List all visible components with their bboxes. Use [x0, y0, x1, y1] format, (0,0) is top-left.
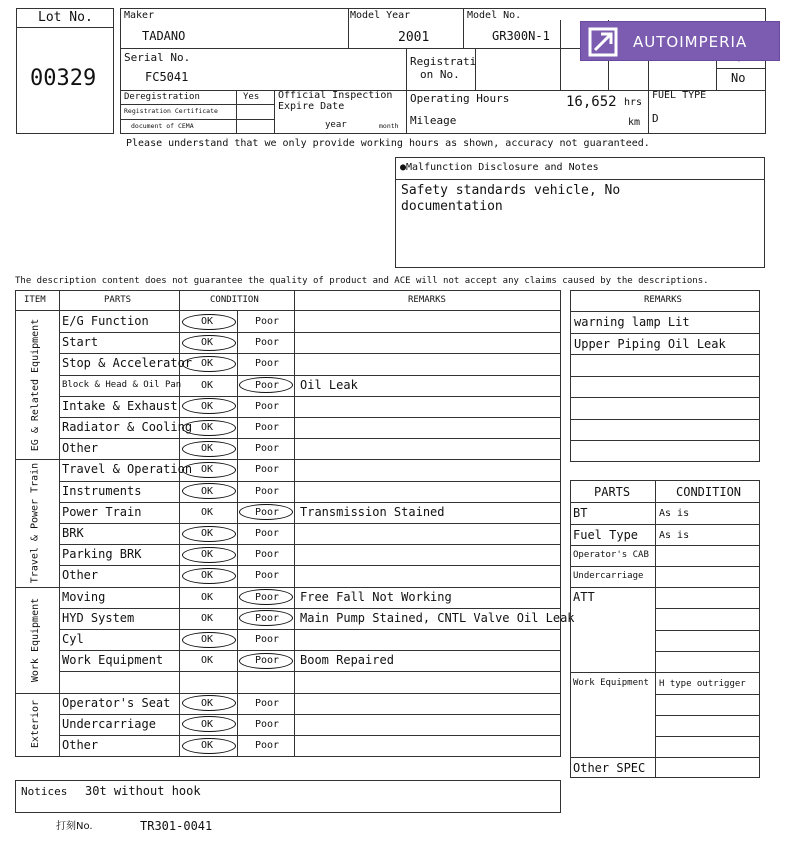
- hours-value: 16,652: [566, 94, 617, 110]
- col-item: ITEM: [24, 295, 46, 305]
- poor-option: Poor: [255, 528, 280, 539]
- registration-label-2: on No.: [420, 68, 460, 81]
- model-no-value: GR300N-1: [492, 29, 550, 43]
- disclaimer: The description content does not guarantee the quality of product and ACE will not accept any claims caused by the descriptions.: [15, 276, 709, 286]
- att-label: ATT: [573, 590, 595, 604]
- ok-circle-mark: [182, 483, 236, 499]
- poor-option: Poor: [255, 379, 280, 391]
- ok-option: OK: [201, 697, 214, 709]
- poor-circle-mark: [239, 589, 293, 605]
- ok-circle-mark: [182, 335, 236, 351]
- right-col-parts: PARTS: [594, 485, 631, 499]
- part-name: HYD System: [62, 610, 135, 625]
- poor-circle-mark: [239, 377, 293, 393]
- reg-cert-label: Registration Certificate: [124, 107, 218, 115]
- registration-label-1: Registrati: [410, 55, 477, 68]
- poor-option: Poor: [255, 549, 280, 561]
- malfunction-text-2: documentation: [401, 199, 503, 214]
- part-name: Other: [62, 441, 99, 456]
- ok-option: OK: [201, 655, 214, 667]
- group-divider: [15, 693, 561, 694]
- remark-text: Main Pump Stained, CNTL Valve Oil Leak: [300, 610, 575, 625]
- ac-value: No: [731, 71, 746, 85]
- hours-label: Operating Hours: [410, 92, 510, 105]
- notices-label: Notices: [21, 785, 68, 798]
- stamp-value: TR301-0041: [140, 819, 213, 833]
- dereg-label: Deregistration: [124, 92, 200, 102]
- row-divider: [59, 417, 561, 418]
- ok-circle-mark: [182, 356, 236, 372]
- ok-option: OK: [201, 528, 214, 539]
- row-divider: [570, 354, 760, 355]
- ok-option: OK: [201, 400, 214, 412]
- year-label: year: [325, 120, 347, 130]
- poor-option: Poor: [255, 443, 280, 455]
- fuel-type-value: D: [652, 112, 659, 125]
- ok-option: OK: [201, 422, 214, 433]
- row-divider: [59, 629, 561, 630]
- ok-circle-mark: [182, 568, 236, 584]
- poor-option: Poor: [255, 316, 280, 327]
- poor-option: Poor: [255, 506, 280, 518]
- poor-option: Poor: [255, 718, 280, 730]
- ok-option: OK: [201, 570, 214, 582]
- dereg-value: Yes: [243, 92, 260, 102]
- poor-option: Poor: [255, 464, 280, 476]
- maker-value: TADANO: [142, 29, 186, 43]
- poor-option: Poor: [255, 697, 280, 709]
- cab-label: Operator's CAB: [573, 550, 649, 560]
- poor-option: Poor: [255, 634, 280, 645]
- col-parts: PARTS: [104, 295, 132, 305]
- part-name: Operator's Seat: [62, 695, 171, 710]
- group-label: EG & Related Equipment: [30, 318, 42, 452]
- ok-option: OK: [201, 485, 214, 497]
- ok-option: OK: [201, 358, 214, 370]
- part-name: Undercarriage: [62, 716, 156, 731]
- fuel-label: Fuel Type: [573, 528, 639, 542]
- mileage-label: Mileage: [410, 114, 457, 127]
- hours-unit: hrs: [624, 97, 643, 108]
- right-remark-text: warning lamp Lit: [574, 315, 690, 329]
- inspection-label-1: Official Inspection: [278, 90, 393, 101]
- right-remarks-header: REMARKS: [644, 295, 682, 305]
- inspection-label-2: Expire Date: [278, 101, 345, 112]
- ok-circle-mark: [182, 632, 236, 648]
- row-divider: [59, 375, 561, 376]
- ok-option: OK: [201, 506, 214, 518]
- row-divider: [59, 671, 561, 672]
- ok-circle-mark: [182, 547, 236, 563]
- row-divider: [59, 438, 561, 439]
- part-name: BRK: [62, 526, 84, 540]
- poor-option: Poor: [255, 740, 280, 751]
- logo-text: AUTOIMPERIA: [633, 33, 748, 51]
- group-label: Travel & Power Train: [30, 462, 41, 584]
- row-divider: [570, 419, 760, 420]
- part-name: Start: [62, 335, 99, 350]
- right-remark-text: Upper Piping Oil Leak: [574, 336, 726, 351]
- part-name: Stop & Accelerator: [62, 356, 193, 371]
- row-divider: [59, 481, 561, 482]
- group-divider: [15, 587, 561, 588]
- malfunction-text-1: Safety standards vehicle, No: [401, 183, 621, 198]
- work-equipment-label: Work Equipment: [573, 678, 649, 688]
- ok-circle-mark: [182, 738, 236, 754]
- ok-option: OK: [201, 740, 214, 751]
- part-name: Intake & Exhaust: [62, 398, 178, 413]
- ok-option: OK: [201, 549, 214, 561]
- model-year-label: Model Year: [350, 10, 411, 21]
- logo-mark-icon: [587, 26, 619, 58]
- part-name: Block & Head & Oil Pan: [62, 379, 182, 390]
- ok-option: OK: [201, 316, 214, 327]
- part-name: Parking BRK: [62, 547, 142, 562]
- poor-option: Poor: [255, 400, 280, 412]
- ok-option: OK: [201, 337, 214, 349]
- remark-text: Boom Repaired: [300, 653, 394, 668]
- right-col-condition: CONDITION: [676, 485, 742, 499]
- stamp-label: 打刻No.: [56, 821, 93, 832]
- row-divider: [59, 608, 561, 609]
- autoimperia-logo: [580, 21, 780, 61]
- group-divider: [15, 459, 561, 460]
- serial-label: Serial No.: [124, 51, 191, 64]
- row-divider: [59, 650, 561, 651]
- remark-text: Free Fall Not Working: [300, 589, 452, 604]
- group-label: Exterior: [29, 700, 41, 749]
- part-name: Power Train: [62, 504, 142, 519]
- poor-circle-mark: [239, 653, 293, 669]
- ok-option: OK: [201, 612, 214, 624]
- fuel-type-label: FUEL TYPE: [652, 90, 707, 101]
- ok-option: OK: [201, 718, 214, 730]
- mileage-unit: km: [628, 117, 641, 128]
- poor-option: Poor: [255, 655, 280, 667]
- col-condition: CONDITION: [210, 295, 259, 305]
- part-name: Radiator & Cooling: [62, 420, 193, 434]
- lot-label: Lot No.: [38, 10, 93, 25]
- poor-option: Poor: [255, 591, 280, 603]
- row-divider: [59, 353, 561, 354]
- part-name: Work Equipment: [62, 653, 164, 668]
- row-divider: [570, 397, 760, 398]
- ok-circle-mark: [182, 441, 236, 457]
- ok-circle-mark: [182, 526, 236, 542]
- maker-label: Maker: [124, 10, 155, 21]
- part-name: Other: [62, 568, 99, 583]
- row-divider: [59, 523, 561, 524]
- remark-text: Transmission Stained: [300, 504, 445, 519]
- poor-option: Poor: [255, 358, 280, 370]
- fuel-value: As is: [659, 530, 690, 541]
- serial-value: FC5041: [145, 70, 189, 84]
- ok-circle-mark: [182, 462, 236, 478]
- undercarriage-label: Undercarriage: [573, 571, 644, 581]
- row-divider: [570, 376, 760, 377]
- row-divider: [59, 502, 561, 503]
- remark-text: Oil Leak: [300, 377, 358, 392]
- lot-number: 00329: [30, 66, 97, 91]
- model-year-value: 2001: [398, 30, 430, 45]
- part-name: Other: [62, 738, 99, 752]
- row-divider: [59, 735, 561, 736]
- group-divider: [15, 756, 561, 757]
- malfunction-title: ●Malfunction Disclosure and Notes: [400, 162, 599, 173]
- part-name: Moving: [62, 589, 106, 604]
- row-divider: [59, 544, 561, 545]
- ok-circle-mark: [182, 420, 236, 436]
- group-label: Work Equipment: [30, 597, 41, 682]
- poor-option: Poor: [255, 337, 280, 349]
- ok-circle-mark: [182, 695, 236, 711]
- poor-option: Poor: [255, 570, 280, 582]
- row-divider: [59, 332, 561, 333]
- bt-value: As is: [659, 508, 690, 519]
- other-spec-label: Other SPEC: [573, 761, 646, 775]
- poor-option: Poor: [255, 485, 280, 497]
- ok-option: OK: [201, 591, 214, 603]
- ok-option: OK: [201, 443, 214, 455]
- poor-option: Poor: [255, 422, 280, 433]
- month-label: month: [379, 122, 399, 130]
- row-divider: [59, 396, 561, 397]
- ok-circle-mark: [182, 314, 236, 330]
- ok-option: OK: [201, 634, 214, 645]
- poor-option: Poor: [255, 612, 280, 624]
- row-divider: [59, 714, 561, 715]
- row-divider: [59, 565, 561, 566]
- part-name: E/G Function: [62, 314, 149, 328]
- ok-option: OK: [201, 379, 214, 391]
- row-divider: [570, 333, 760, 334]
- part-name: Cyl: [62, 632, 84, 646]
- col-remarks: REMARKS: [408, 295, 446, 305]
- hours-note: Please understand that we only provide working hours as shown, accuracy not guaranteed.: [126, 138, 650, 149]
- part-name: Instruments: [62, 483, 142, 498]
- ok-option: OK: [201, 464, 214, 476]
- model-no-label: Model No.: [467, 10, 522, 21]
- cema-label: document of CEMA: [131, 122, 194, 130]
- row-divider: [570, 440, 760, 441]
- part-name: Travel & Operation: [62, 462, 193, 477]
- bt-label: BT: [573, 506, 588, 520]
- notices-value: 30t without hook: [85, 784, 201, 798]
- work-equipment-value: H type outrigger: [659, 679, 746, 689]
